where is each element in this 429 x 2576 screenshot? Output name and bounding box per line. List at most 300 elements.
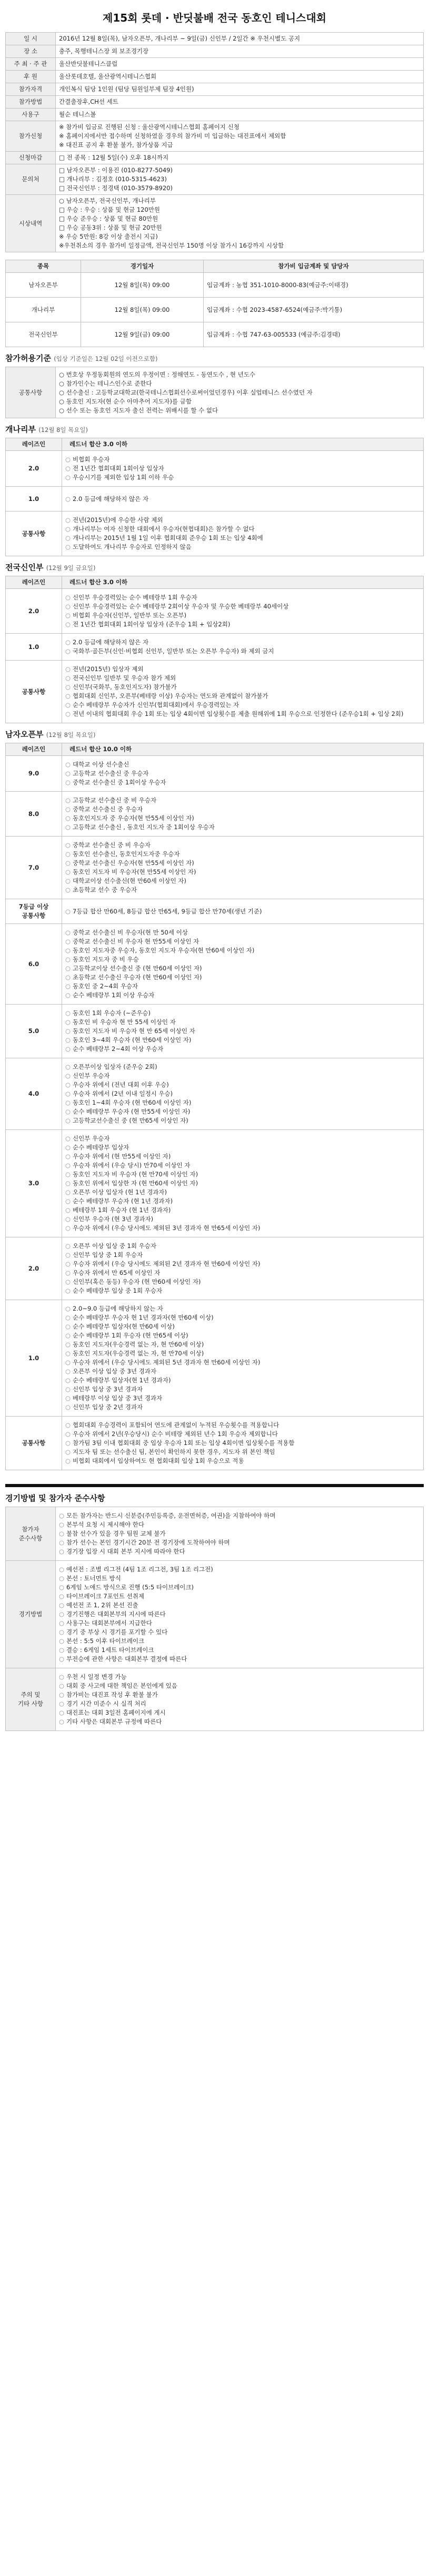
bullet-icon: ○	[65, 1081, 71, 1088]
division-item-text: 우승자 위에서 (우승 당시에도 제외된 3년 경과자 현 만65세 이상인 자)	[73, 1224, 261, 1232]
division-item	[65, 665, 420, 674]
division-item-text: 도달하여도 개나리부 우승자로 인정하지 않음	[73, 543, 192, 550]
bullet-icon: ○	[65, 938, 71, 945]
division-item	[65, 1313, 420, 1322]
rules-item-text: 경기 중 부상 시 경기를 포기할 수 있다	[66, 1628, 168, 1636]
division-item-text: 전년(2015년) 입상자 제외	[73, 665, 144, 673]
division-item	[65, 1260, 420, 1269]
bullet-icon: ○	[65, 1224, 71, 1232]
bullet-icon: ○	[65, 886, 71, 893]
rules-item	[59, 1574, 420, 1583]
division-items	[62, 1130, 424, 1237]
bullet-icon: ○	[65, 1215, 71, 1223]
division-items	[62, 792, 424, 837]
division-items	[62, 661, 424, 723]
rules-item-text: 경기장 입장 시 대회 본부 지시에 따라야 한다	[66, 1548, 185, 1555]
division-item	[65, 1322, 420, 1331]
division-item	[65, 1107, 420, 1116]
division-item-text: 중학교 선수출신 비 우승자(현 만 50세 이상	[73, 929, 188, 936]
schedule-event: 개나리부	[6, 298, 81, 322]
schedule-row	[6, 322, 424, 347]
rules-items	[56, 1561, 424, 1668]
overview-label: 주 최 · 주 관	[6, 58, 56, 71]
division-title: 전국신인부	[5, 563, 44, 572]
rules-row	[6, 1507, 424, 1561]
bullet-icon: ○	[65, 823, 71, 831]
rules-item-text: 대회 중 사고에 대한 책임은 본인에게 있음	[66, 1682, 177, 1689]
division-item-text: 우승자 위에서 (2년 이내 일정시 우승)	[73, 1090, 173, 1097]
division-item-text: 우승자 위에서 2년(우승당시) 순수 비테랑 제외된 년수 1회 우승자 제외합니다	[73, 1430, 278, 1438]
division-item-text: 오픈부 이상 입상자 (현 1년 경과자)	[73, 1188, 167, 1196]
criteria-item: ○ 동호인 지도자(현 순수 아마추어 지도자)를 금함	[59, 397, 192, 405]
awards-line: □ 우승 공동3위 : 상품 및 현금 20만원	[59, 224, 162, 231]
criteria-note: (입상 기준일은 12월 02일 이전으로함)	[54, 355, 158, 362]
division-item-text: 우승자 위에서 (현 만55세 이상인 자)	[73, 1153, 171, 1160]
contact-label: 문의처	[6, 164, 56, 195]
division-grade: 8.0	[6, 792, 62, 837]
bullet-icon: ○	[59, 1566, 65, 1573]
bullet-icon: ○	[65, 956, 71, 963]
division-grade: 7.0	[6, 837, 62, 899]
rules-item	[59, 1628, 420, 1637]
division-item	[65, 516, 420, 525]
division-item-text: 순수 베테랑부 입상 중 1회 우승자	[73, 1287, 163, 1294]
rules-item	[59, 1520, 420, 1529]
division-item	[65, 991, 420, 1000]
bullet-icon: ○	[59, 1655, 65, 1663]
division-items	[62, 1237, 424, 1300]
bullet-icon: ○	[65, 674, 71, 682]
bullet-icon: ○	[65, 1341, 71, 1348]
overview-value: 월순 테니스볼	[56, 109, 424, 121]
division-item-text: 2.0 등급에 해당하지 않은 자	[73, 638, 149, 646]
division-item	[65, 1394, 420, 1403]
division-table	[5, 576, 424, 723]
division-item	[65, 760, 420, 769]
bullet-icon: ○	[65, 534, 71, 542]
division-item	[65, 886, 420, 894]
bullet-icon: ○	[65, 859, 71, 867]
awards-line: ※ 우승 5만원: 8강 이상 출전시 지급)	[59, 233, 158, 240]
division-item	[65, 814, 420, 823]
criteria-item: ○ 선수출신 : 고등학교대학교(한국테니스협회선수로써이었던경우) 이후 실업테니스 선수였던 자	[59, 388, 313, 396]
bullet-icon: ○	[65, 1377, 71, 1384]
division-item	[65, 1188, 420, 1197]
bullet-icon: ○	[59, 1673, 65, 1680]
overview-value: 개인복식 팀당 1인원 (팀당 팀원일부제 팀장 4인원)	[56, 83, 424, 96]
apply-line: ※ 참가비 입금로 진행된 신청 : 울산광역시테니스협회 홈페이지 신청	[59, 123, 240, 131]
division-item-text: 초등학교 선수출신 우승자 (현 만60세 이상인 자)	[73, 974, 202, 981]
division-item	[65, 907, 420, 916]
division-header-limit: 레드너 합산 3.0 이하	[62, 438, 424, 451]
division-item	[65, 1018, 420, 1027]
division-item	[65, 1036, 420, 1045]
rules-item	[59, 1690, 420, 1699]
bullet-icon: ○	[59, 1709, 65, 1716]
division-item-text: 고등학교이상 선수출신 중 (현 만60세 이상인 자)	[73, 965, 202, 972]
division-item	[65, 1367, 420, 1376]
bullet-icon: ○	[65, 797, 71, 804]
division-items	[62, 899, 424, 924]
division-item-text: 동호인 위에서 입상한 자 (현 만60세 이상인 자)	[73, 1179, 198, 1187]
division-item	[65, 1027, 420, 1036]
bullet-icon: ○	[65, 929, 71, 936]
division-item	[65, 964, 420, 973]
division-item-text: 신인부 입상 중 3년 경과자	[73, 1385, 143, 1393]
overview-value: 간결출장후,CH선 세트	[56, 96, 424, 109]
bullet-icon: ○	[65, 1421, 71, 1429]
rules-item	[59, 1637, 420, 1646]
division-item-text: 오픈부이상 입상자 (준우승 2회)	[73, 1063, 157, 1070]
division-item	[65, 683, 420, 692]
division-item	[65, 647, 420, 656]
rules-item-text: 경기 시간 미준수 시 실격 처리	[66, 1700, 146, 1707]
division-item	[65, 1251, 420, 1260]
bullet-icon: ○	[59, 1700, 65, 1707]
bullet-icon: ○	[65, 525, 71, 533]
division-item	[65, 841, 420, 850]
overview-row	[6, 45, 424, 58]
division-item-text: 순수 베테랑부 우승자 (현 만55세 이상인 자)	[73, 1108, 191, 1115]
division-item-text: 신인부 우승자	[73, 1135, 110, 1142]
division-item-text: 협회대회 신인부, 오픈부(베테랑 이상) 우승자는 연도와 관계없이 참가불가	[73, 692, 268, 700]
apply-line: ※ 대진표 공지 후 환불 불가, 참가상품 지급	[59, 141, 173, 149]
division-item	[65, 701, 420, 710]
bullet-icon: ○	[65, 1045, 71, 1053]
bullet-icon: ○	[59, 1619, 65, 1627]
division-item	[65, 534, 420, 543]
division-item-text: 동호인 지도자 중 비 우승	[73, 956, 139, 963]
rules-row	[6, 1561, 424, 1668]
bullet-icon: ○	[65, 1457, 71, 1464]
division-item	[65, 543, 420, 552]
bullet-icon: ○	[65, 1314, 71, 1321]
rules-item-text: 불참 선수가 있을 경우 팀원 교체 불가	[66, 1530, 166, 1537]
bullet-icon: ○	[65, 701, 71, 709]
division-item-text: 우승자 위에서 (우승 당시에도 제외된 5년 경과자 현 만60세 이상인 자)	[73, 1359, 261, 1366]
division-date: (12월 8일 목요일)	[46, 731, 96, 739]
division-row	[6, 661, 424, 723]
division-item-text: 동호인 지도자 비 우승자(현 만55세 이상인 자)	[73, 868, 196, 876]
rules-item-text: 예선전 : 조별 리그전 (4팀 1조 리그전, 3팀 1조 리그전)	[66, 1566, 213, 1573]
bullet-icon: ○	[65, 665, 71, 673]
bullet-icon: ○	[65, 1018, 71, 1026]
bullet-icon: ○	[65, 692, 71, 700]
division-heading	[5, 424, 424, 435]
bullet-icon: ○	[65, 1323, 71, 1330]
division-item-text: 신인부 우승자 (현 3년 경과자)	[73, 1215, 154, 1223]
division-item	[65, 805, 420, 814]
criteria-heading: 참가허용기준 (입상 기준일은 12월 02일 이전으로함)	[5, 353, 158, 363]
division-grade: 1.0	[6, 1300, 62, 1417]
bullet-icon: ○	[59, 1637, 65, 1645]
division-item	[65, 823, 420, 832]
division-grade: 공통사항	[6, 661, 62, 723]
rules-item-text: 타이브레이크 7포인트 선취제	[66, 1592, 144, 1600]
division-item-text: 개나리부는 여자 신청한 대회에서 우승자(현협대회)은 참가할 수 없다	[73, 525, 255, 533]
overview-value: 2016년 12월 8일(목), 남자오픈부, 개나리부 ~ 9일(금) 신인부 / 2일간 ※ 우천시별도 공지	[56, 33, 424, 45]
rules-item-text: 부전승에 관한 사항은 대회본부 결정에 따른다	[66, 1655, 187, 1663]
division-item-text: 신인부 우승자	[73, 1072, 110, 1079]
division-row	[6, 1058, 424, 1130]
bullet-icon: ○	[65, 1305, 71, 1312]
rules-item	[59, 1717, 420, 1726]
division-items	[62, 512, 424, 556]
division-grade: 공통사항	[6, 1417, 62, 1470]
schedule-account: 입금계좌 : 수협 2023-4587-6524(예금주:박기통)	[204, 298, 424, 322]
division-grade: 7등급 이상 공통사항	[6, 899, 62, 924]
division-item	[65, 1116, 420, 1125]
division-item	[65, 1269, 420, 1277]
division-item-text: 신인부(혹은 동등) 우승자 (현 만60세 이상인 자)	[73, 1278, 201, 1285]
rules-item	[59, 1601, 420, 1610]
awards-line: □ 우승 준우승 : 상품 및 현금 80만원	[59, 215, 158, 222]
overview-label: 사용구	[6, 109, 56, 121]
criteria-item: ○ 선수 또는 동호인 지도자 출신 전력는 위배시를 할 수 없다	[59, 406, 218, 414]
bullet-icon: ○	[65, 805, 71, 813]
division-item-text: 전년(2015년)에 우승한 사람 제외	[73, 516, 163, 524]
division-row	[6, 451, 424, 487]
bullet-icon: ○	[65, 1179, 71, 1187]
bullet-icon: ○	[65, 1117, 71, 1124]
bullet-icon: ○	[59, 1512, 65, 1519]
division-item	[65, 1439, 420, 1448]
division-item-text: 고등학교 선수출신 , 동호인 지도자 중 1회이상 우승자	[73, 823, 215, 831]
schedule-account: 입금계좌 : 수협 747-63-005533 (예금주:김경태)	[204, 322, 424, 347]
rules-item	[59, 1565, 420, 1574]
bullet-icon: ○	[65, 543, 71, 550]
division-item	[65, 982, 420, 991]
bullet-icon: ○	[59, 1718, 65, 1725]
division-item-text: 동호인 중 2~4회 우승자	[73, 982, 138, 990]
division-item	[65, 638, 420, 647]
overview-label: 참가자격	[6, 83, 56, 96]
division-item	[65, 1206, 420, 1215]
rules-items	[56, 1507, 424, 1561]
division-item-text: 베테랑부 1회 우승자 (현 1년 경과자)	[73, 1206, 171, 1214]
division-item-text: 고등학교 선수출신 중 비 우승자	[73, 797, 157, 804]
division-item	[65, 1098, 420, 1107]
bullet-icon: ○	[59, 1691, 65, 1698]
contact-line: □ 남자오픈부 : 이용진 (010-8277-5049)	[59, 166, 173, 174]
division-date: (12월 8일 목요일)	[38, 426, 88, 434]
division-item-text: 오픈부 이상 입상 중 3년 경과자	[73, 1368, 156, 1375]
awards-line: ※우천취소의 경우 참가비 일정금액, 전국신인부 150명 이상 참가시 16강까지 시상함	[59, 242, 284, 249]
rules-item-text: 6게임 노애드 방식으로 진행 (5:5 타이브레이크)	[66, 1584, 194, 1591]
division-item	[65, 946, 420, 955]
division-row	[6, 487, 424, 512]
division-item-text: 동호인 지도자 비 우승자 현 만 65세 이상인 자	[73, 1027, 195, 1035]
apply-line: ※ 홈페이지에서만 접수하며 신청하였을 경우의 참가비 미 입금하는 대진표에서 제외함	[59, 132, 286, 140]
division-item-text: 중학교 선수출신 중 1회이상 우승자	[73, 779, 166, 786]
bullet-icon: ○	[65, 1287, 71, 1294]
bullet-icon: ○	[65, 868, 71, 876]
division-header-grade: 레이즈인	[6, 743, 62, 756]
bullet-icon: ○	[65, 683, 71, 691]
rules-item	[59, 1655, 420, 1664]
division-item-text: 참가팀 3팀 이내 협회대회 중 입상 우승자 1회 또는 입상 4회이면 입상횟수를 적용함	[73, 1439, 295, 1447]
section-divider	[5, 1484, 424, 1487]
division-item	[65, 602, 420, 611]
bullet-icon: ○	[65, 947, 71, 954]
bullet-icon: ○	[65, 1188, 71, 1196]
division-item	[65, 692, 420, 701]
rules-item	[59, 1646, 420, 1655]
division-grade: 1.0	[6, 634, 62, 661]
division-item-text: 동호인 지도자(우승경력 없는 자, 현 만60세 이상)	[73, 1341, 204, 1348]
bullet-icon: ○	[59, 1539, 65, 1546]
bullet-icon: ○	[65, 770, 71, 777]
bullet-icon: ○	[65, 1368, 71, 1375]
division-item-text: 고등학교 선수출신 중 우승자	[73, 770, 149, 777]
division-items	[62, 1005, 424, 1058]
bullet-icon: ○	[65, 907, 71, 915]
division-item	[65, 1421, 420, 1430]
division-items	[62, 756, 424, 792]
division-row	[6, 1300, 424, 1417]
bullet-icon: ○	[65, 638, 71, 646]
division-item	[65, 859, 420, 868]
division-item-text: 우승시기를 제외한 입상 1회 이하 우승	[73, 474, 174, 481]
division-items	[62, 634, 424, 661]
division-row	[6, 899, 424, 924]
division-item	[65, 495, 420, 504]
rules-label: 경기방법	[6, 1561, 56, 1668]
contact-line: □ 개나리부 : 김정호 (010-5315-4623)	[59, 175, 167, 183]
bullet-icon: ○	[65, 621, 71, 628]
bullet-icon: ○	[65, 1430, 71, 1438]
bullet-icon: ○	[59, 1628, 65, 1636]
division-item-text: 2.0~9.0 등급에 해당하지 않는 자	[73, 1305, 163, 1312]
division-items	[62, 589, 424, 634]
bullet-icon: ○	[65, 495, 71, 503]
division-table	[5, 743, 424, 1470]
bullet-icon: ○	[65, 1144, 71, 1151]
division-header-row	[6, 576, 424, 589]
division-item	[65, 593, 420, 602]
division-row	[6, 837, 424, 899]
division-item	[65, 1403, 420, 1412]
awards-label: 시상내역	[6, 195, 56, 252]
rules-item	[59, 1708, 420, 1717]
rules-item-text: 본부석 요청 시 제시해야 한다	[66, 1521, 144, 1528]
rules-label: 참가자 준수사항	[6, 1507, 56, 1561]
rules-item	[59, 1529, 420, 1538]
bullet-icon: ○	[59, 1601, 65, 1609]
bullet-icon: ○	[65, 1332, 71, 1339]
division-item	[65, 1134, 420, 1143]
bullet-icon: ○	[65, 841, 71, 849]
deadline-row	[6, 152, 424, 164]
division-item	[65, 455, 420, 464]
bullet-icon: ○	[65, 1269, 71, 1276]
division-item-text: 대학교이상 선수출신(현 만60세 이상인 자)	[73, 877, 187, 884]
schedule-date: 12월 9일(금) 09:00	[81, 322, 204, 347]
bullet-icon: ○	[59, 1521, 65, 1528]
division-item	[65, 1197, 420, 1206]
division-row	[6, 512, 424, 556]
division-item-text: 비협회 우승자	[73, 456, 110, 463]
bullet-icon: ○	[65, 850, 71, 858]
division-item-text: 신인부 입상 중 1회 우승자	[73, 1251, 143, 1258]
awards-line: □ 우승 : 우승 : 상품 및 현금 120만원	[59, 206, 161, 213]
awards-value	[56, 195, 424, 252]
division-header-row	[6, 438, 424, 451]
division-item-text: 동호인 지도자(우승경력 없는 자, 현 만70세 이상)	[73, 1350, 204, 1357]
division-row	[6, 924, 424, 1005]
division-row	[6, 634, 424, 661]
division-item	[65, 1152, 420, 1161]
division-item	[65, 796, 420, 805]
bullet-icon: ○	[65, 516, 71, 524]
division-header-row	[6, 743, 424, 756]
division-item-text: 베테랑부 이상 입상 중 3년 경과자	[73, 1394, 163, 1402]
rules-item	[59, 1610, 420, 1619]
rules-item-text: 본선 : 5:5 이후 타이브레이크	[66, 1637, 145, 1645]
overview-row	[6, 96, 424, 109]
bullet-icon: ○	[65, 1162, 71, 1169]
bullet-icon: ○	[65, 647, 71, 655]
division-item-text: 2.0 등급에 해당하지 않은 자	[73, 495, 149, 503]
schedule-table	[5, 260, 424, 347]
division-item	[65, 1349, 420, 1358]
bullet-icon: ○	[65, 594, 71, 601]
division-item-text: 중학교 선수출신 중 비 우승자	[73, 841, 151, 849]
bullet-icon: ○	[65, 1439, 71, 1447]
division-item	[65, 1304, 420, 1313]
division-item	[65, 473, 420, 482]
schedule-row	[6, 273, 424, 298]
division-grade: 3.0	[6, 1130, 62, 1237]
division-header-limit: 레드너 합산 10.0 이하	[62, 743, 424, 756]
division-item-text: 고등학교선수출신 중 (현 만65세 이상인 자)	[73, 1117, 188, 1124]
overview-label: 참가방법	[6, 96, 56, 109]
division-item-text: 순수 베테랑부 우승자 현 1년 경과자(현 만60세 이상)	[73, 1314, 214, 1321]
deadline-label: 신청마감	[6, 152, 56, 164]
overview-label: 일 시	[6, 33, 56, 45]
division-item	[65, 620, 420, 629]
bullet-icon: ○	[65, 965, 71, 972]
division-item	[65, 1385, 420, 1394]
division-heading	[5, 729, 424, 740]
bullet-icon: ○	[59, 1646, 65, 1654]
bullet-icon: ○	[65, 1171, 71, 1178]
rules-item	[59, 1673, 420, 1682]
bullet-icon: ○	[65, 465, 71, 472]
overview-label: 후 원	[6, 71, 56, 83]
overview-row	[6, 71, 424, 83]
bullet-icon: ○	[65, 1403, 71, 1411]
bullet-icon: ○	[65, 1206, 71, 1214]
division-grade: 6.0	[6, 924, 62, 1005]
division-row	[6, 1005, 424, 1058]
division-item	[65, 778, 420, 787]
division-item-text: 협회대회 우승경력이 포함되어 연도에 관계없이 누적된 우승횟수를 적용합니다	[73, 1421, 280, 1429]
division-item-text: 순수 베테랑부 우승자가 신인부(협회대회)에서 우승경력있는 자	[73, 701, 240, 709]
overview-value: 울산롯데호텔, 울산광역시테니스협회	[56, 71, 424, 83]
division-items	[62, 1417, 424, 1470]
division-item-text: 순수 베테랑부 입상자(현 1년 경과자)	[73, 1377, 171, 1384]
division-item-text: 동호인 1회 우승자 (~준우승)	[73, 1009, 151, 1017]
division-item-text: 동호인 1~4회 우승자 (현 만60세 이상인 자)	[73, 1099, 192, 1106]
criteria-item: ○ 참가인수는 테니스인수로 준한다	[59, 379, 152, 387]
division-item-text: 중학교 선수출신 중 우승자	[73, 805, 143, 813]
rules-row	[6, 1668, 424, 1731]
schedule-header-account: 참가비 입금계좌 및 담당자	[204, 260, 424, 273]
division-items	[62, 487, 424, 512]
division-item-text: 중학교 선수출신 비 우승자 현 만55세 이상인 자	[73, 938, 199, 945]
bullet-icon: ○	[65, 1090, 71, 1097]
